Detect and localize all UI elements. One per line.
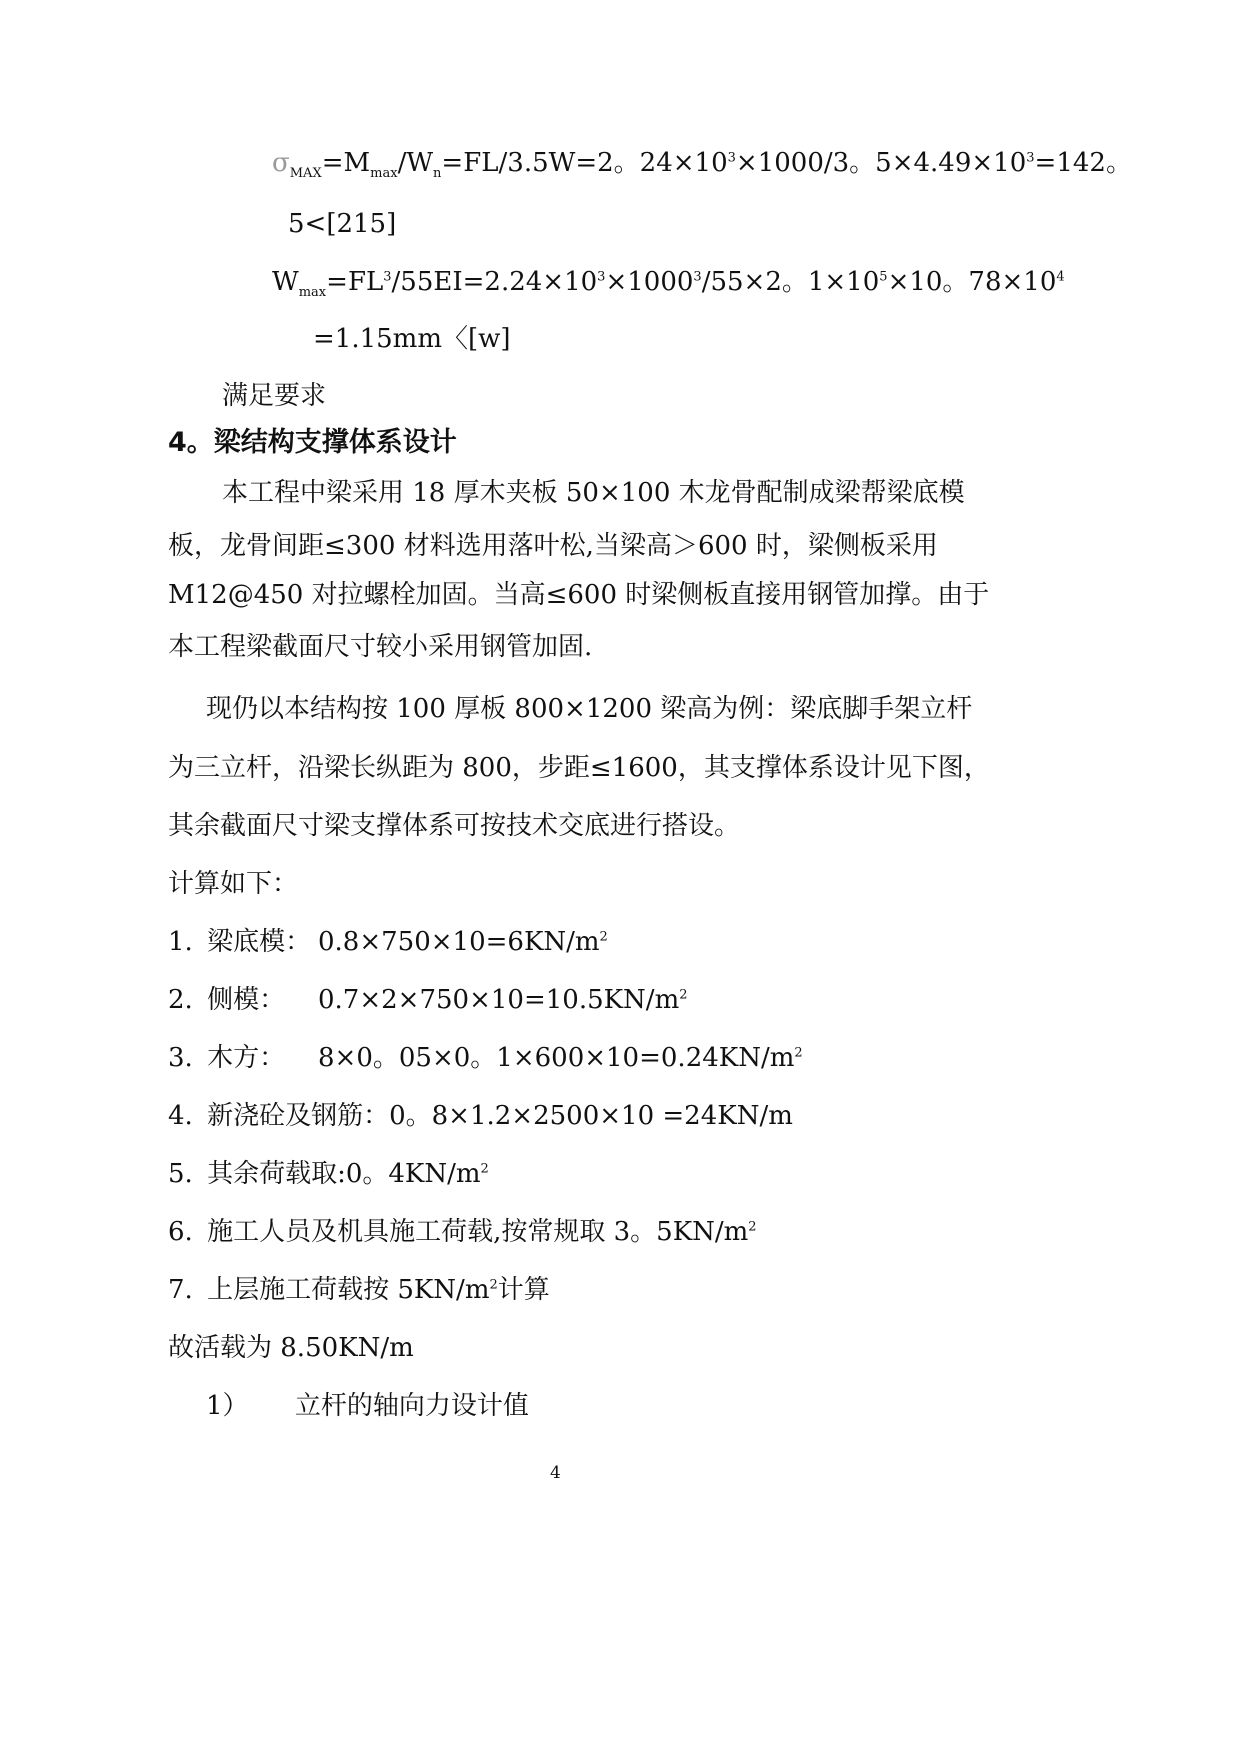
paragraph-line: 本工程梁截面尺寸较小采用钢管加固. [168, 632, 593, 662]
formula-text: =FL [326, 267, 384, 297]
formula-text: =142。 [1034, 148, 1132, 178]
formula-text: /55EI=2.24×10 [391, 267, 598, 297]
item-number: 4. [168, 1101, 193, 1131]
formula-text: ×10。78×10 [887, 267, 1057, 297]
paragraph-line: 现仍以本结构按 100 厚板 800×1200 梁高为例：梁底脚手架立杆 [206, 694, 973, 724]
sub-max-lower: max [370, 166, 398, 182]
item-value: $0.7\times 2\times 750\times 10=10.5KN/m^2$ [318, 985, 688, 1015]
item-value: 8×0。05×0。$1\times 600\times 10=0.24KN/m^2$ [318, 1043, 803, 1073]
item-value: 0。8×1.2×2500×10 =24KN/m [389, 1101, 793, 1131]
sub-item [206, 1390, 529, 1422]
superscript: 3 [693, 269, 702, 285]
paragraph-line: 其余截面尺寸梁支撑体系可按技术交底进行搭设。 [168, 811, 741, 841]
sigma-symbol: σ [272, 148, 290, 178]
superscript: 3 [597, 269, 606, 285]
item-label: 木方： [207, 1043, 286, 1073]
formula-text: =FL/3.5W=2。24×10 [441, 148, 728, 178]
paragraph-line: 为三立杆，沿梁长纵距为 800，步距≤1600，其支撑体系设计见下图， [168, 753, 990, 783]
satisfied-text: 满足要求 [222, 381, 327, 411]
superscript: 3 [727, 150, 736, 166]
item-number: 2. [168, 985, 193, 1015]
item-label: 其余荷载取: [207, 1159, 346, 1189]
sub-n: n [433, 166, 442, 182]
item-label: 施工人员及机具施工荷载,按常规取 3。$5KN/m^2$ [207, 1217, 757, 1247]
formula-text: ×1000/3。5×4.49×10 [735, 148, 1027, 178]
list-item [168, 1100, 793, 1132]
sub-max: MAX [289, 166, 322, 182]
superscript: 4 [1056, 269, 1065, 285]
item-number: 7. [168, 1275, 193, 1305]
item-label: 梁底模： [207, 927, 312, 957]
list-item [168, 1216, 757, 1248]
list-item [168, 984, 688, 1016]
list-item [168, 926, 608, 958]
item-number: 3. [168, 1043, 193, 1073]
formula-sigma-line [272, 147, 1132, 182]
paragraph-line: M12@450 对拉螺栓加固。当高≤600 时梁侧板直接用钢管加撑。由于 [168, 580, 990, 610]
sub-item-number: 1） [206, 1391, 249, 1421]
item-number: 5. [168, 1159, 193, 1189]
list-item [168, 1158, 489, 1190]
formula-text: /W [397, 148, 434, 178]
item-value: 0。$4KN/m^2$ [345, 1159, 489, 1189]
formula-text: W [272, 267, 299, 297]
calc-intro: 计算如下： [168, 869, 299, 899]
page-number: 4 [550, 1463, 561, 1483]
item-number: 1. [168, 927, 193, 957]
paragraph-line: 本工程中梁采用 18 厚木夹板 50×100 木龙骨配制成梁帮梁底模 [222, 478, 965, 508]
list-item [168, 1274, 550, 1306]
section-heading: 4。梁结构支撑体系设计 [168, 427, 457, 458]
formula-sigma-continuation: 5<[215] [288, 209, 397, 239]
superscript: 3 [383, 269, 392, 285]
item-label: 新浇砼及钢筋： [207, 1101, 390, 1131]
superscript: 3 [1026, 150, 1035, 166]
item-label: 上层施工荷载按 $5KN/m^2$计算 [207, 1275, 550, 1305]
live-load-text: 故活载为 8.50KN/m [168, 1333, 414, 1363]
sub-item-text: 立杆的轴向力设计值 [294, 1391, 529, 1421]
superscript: 5 [879, 269, 888, 285]
item-number: 6. [168, 1217, 193, 1247]
item-label: 侧模： [207, 985, 286, 1015]
formula-w-continuation: =1.15mm〈[w] [313, 324, 511, 354]
formula-text: /55×2。1×10 [701, 267, 880, 297]
item-value: $0.8\times 750\times 10=6KN/m^2$ [318, 927, 608, 957]
paragraph-line: 板，龙骨间距≤300 材料选用落叶松,当梁高＞600 时，梁侧板采用 [168, 531, 938, 561]
formula-w-line [272, 266, 1065, 301]
formula-text: =M [321, 148, 371, 178]
formula-text: ×1000 [605, 267, 694, 297]
list-item [168, 1042, 803, 1074]
sub-max: max [298, 285, 327, 301]
